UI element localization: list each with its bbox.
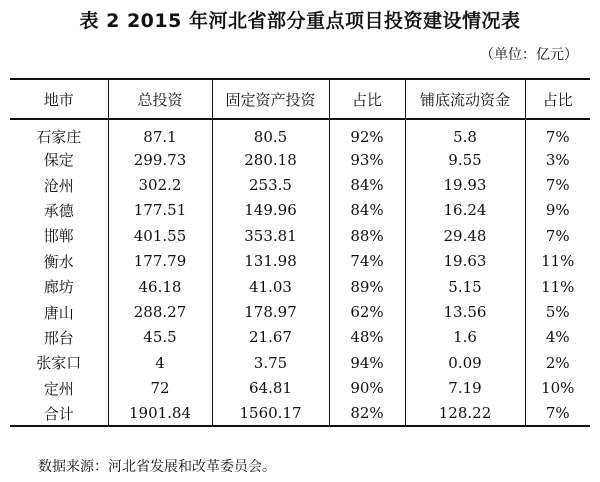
total-investment-cell: 177.79 [108, 249, 212, 274]
header-row [10, 79, 590, 119]
working-capital-cell: 19.93 [405, 172, 525, 197]
city-cell: 定州 [10, 376, 108, 401]
working-ratio-cell: 7% [545, 176, 570, 195]
table-row [10, 249, 590, 274]
column-header-city: 地市 [10, 79, 108, 119]
fixed-ratio-cell: 84% [329, 172, 405, 197]
fixed-asset-cell: 353.81 [212, 223, 329, 248]
working-ratio-cell: 11% [541, 277, 575, 296]
fixed-ratio-cell: 74% [329, 249, 405, 274]
fixed-asset-cell: 1560.17 [212, 401, 329, 426]
fixed-ratio-cell: 88% [329, 223, 405, 248]
fixed-ratio-cell: 89% [329, 274, 405, 299]
total-investment-cell: 4 [108, 350, 212, 375]
column-header-working-capital: 铺底流动资金 [405, 79, 525, 119]
fixed-asset-cell: 80.5 [212, 119, 329, 147]
working-ratio-cell: 7% [525, 401, 590, 426]
working-ratio-cell: 5% [545, 303, 570, 322]
working-ratio-cell: 4% [545, 328, 570, 347]
city-cell: 邯郸 [10, 223, 108, 248]
fixed-ratio-cell: 92% [329, 119, 405, 147]
column-header-fixed-ratio: 占比 [329, 79, 405, 119]
total-investment-cell: 299.73 [108, 147, 212, 172]
working-capital-cell: 1.6 [405, 325, 525, 350]
table-row [10, 147, 590, 172]
fixed-asset-cell: 3.75 [212, 350, 329, 375]
working-ratio-cell: 10% [541, 379, 575, 398]
table-row [10, 299, 590, 324]
table-row [10, 350, 590, 375]
working-capital-cell: 128.22 [405, 401, 525, 426]
city-cell: 合计 [10, 401, 108, 426]
fixed-asset-cell: 280.18 [212, 147, 329, 172]
fixed-asset-cell: 178.97 [212, 299, 329, 324]
city-cell: 承德 [10, 198, 108, 223]
table-row [10, 198, 590, 223]
city-cell: 张家口 [10, 350, 108, 375]
column-header-total-investment: 总投资 [108, 79, 212, 119]
city-cell: 廊坊 [10, 274, 108, 299]
total-investment-cell: 288.27 [108, 299, 212, 324]
working-capital-cell: 0.09 [405, 350, 525, 375]
total-investment-cell: 401.55 [108, 223, 212, 248]
table-row [10, 325, 590, 350]
working-ratio-cell: 2% [545, 353, 570, 372]
data-table [10, 78, 590, 427]
fixed-asset-cell: 21.67 [212, 325, 329, 350]
table-body [10, 119, 590, 426]
city-cell: 唐山 [10, 299, 108, 324]
table-row [10, 376, 590, 401]
fixed-asset-cell: 149.96 [212, 198, 329, 223]
working-capital-cell: 5.8 [405, 119, 525, 147]
total-investment-cell: 1901.84 [108, 401, 212, 426]
total-investment-cell: 45.5 [108, 325, 212, 350]
fixed-ratio-cell: 93% [329, 147, 405, 172]
fixed-asset-cell: 41.03 [212, 274, 329, 299]
fixed-ratio-cell: 48% [329, 325, 405, 350]
fixed-ratio-cell: 62% [329, 299, 405, 324]
working-ratio-cell: 7% [545, 226, 570, 245]
investment-table [10, 78, 590, 427]
total-investment-cell: 87.1 [108, 119, 212, 147]
column-header-working-ratio: 占比 [525, 79, 590, 119]
fixed-ratio-cell: 90% [329, 376, 405, 401]
working-capital-cell: 7.19 [405, 376, 525, 401]
city-cell: 石家庄 [10, 119, 108, 147]
working-capital-cell: 13.56 [405, 299, 525, 324]
working-ratio-cell: 11% [541, 252, 575, 271]
table-row [10, 119, 590, 147]
working-ratio-cell: 9% [545, 201, 570, 220]
city-cell: 邢台 [10, 325, 108, 350]
fixed-ratio-cell: 84% [329, 198, 405, 223]
working-capital-cell: 29.48 [405, 223, 525, 248]
working-capital-cell: 5.15 [405, 274, 525, 299]
working-capital-cell: 16.24 [405, 198, 525, 223]
working-capital-cell: 19.63 [405, 249, 525, 274]
total-investment-cell: 72 [108, 376, 212, 401]
column-header-fixed-asset-investment: 固定资产投资 [212, 79, 329, 119]
unit-note: （单位：亿元） [480, 47, 578, 63]
table-row [10, 172, 590, 197]
city-cell: 保定 [10, 147, 108, 172]
table-title: 表 2 2015 年河北省部分重点项目投资建设情况表 [79, 10, 521, 32]
working-ratio-cell: 3% [545, 150, 570, 169]
working-capital-cell: 9.55 [405, 147, 525, 172]
working-ratio-cell: 7% [545, 127, 570, 146]
total-row [10, 401, 590, 426]
source-note: 数据来源：河北省发展和改革委员会。 [38, 459, 276, 475]
fixed-asset-cell: 253.5 [212, 172, 329, 197]
city-cell: 沧州 [10, 172, 108, 197]
fixed-asset-cell: 64.81 [212, 376, 329, 401]
table-row [10, 223, 590, 248]
city-cell: 衡水 [10, 249, 108, 274]
table-row [10, 274, 590, 299]
total-investment-cell: 177.51 [108, 198, 212, 223]
fixed-ratio-cell: 94% [329, 350, 405, 375]
fixed-ratio-cell: 82% [329, 401, 405, 426]
total-investment-cell: 302.2 [108, 172, 212, 197]
fixed-asset-cell: 131.98 [212, 249, 329, 274]
total-investment-cell: 46.18 [108, 274, 212, 299]
